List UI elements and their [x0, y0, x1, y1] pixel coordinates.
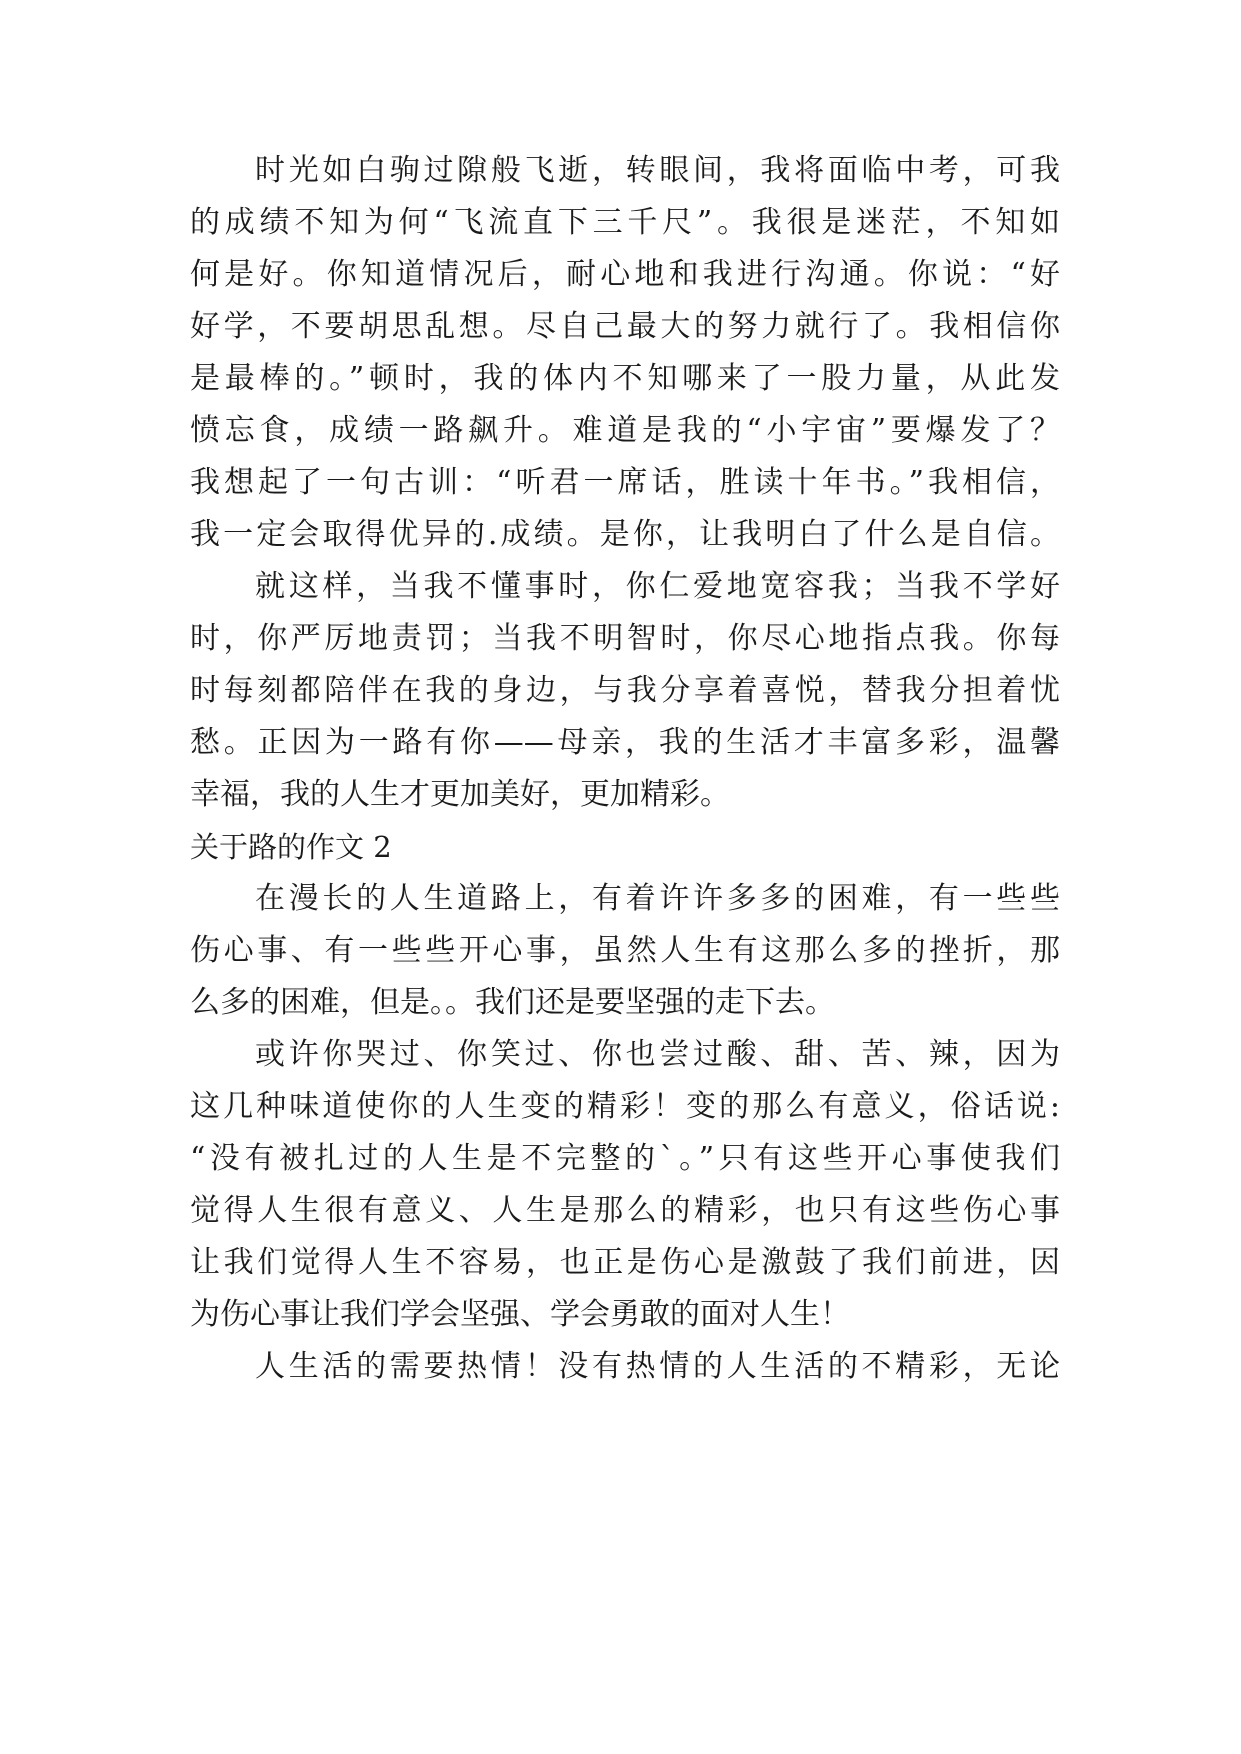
paragraph-line: 愁。正因为一路有你——母亲，我的生活才丰富多彩，温馨 — [190, 725, 1060, 760]
paragraph-line: 的成绩不知为何“飞流直下三千尺”。我很是迷茫，不知如 — [190, 205, 1060, 240]
paragraph-line: 是最棒的。”顿时，我的体内不知哪来了一股力量，从此发 — [190, 361, 1060, 396]
paragraph-line: 伤心事、有一些些开心事，虽然人生有这那么多的挫折，那 — [190, 933, 1060, 968]
paragraph-line: 在漫长的人生道路上，有着许许多多的困难，有一些些 — [255, 881, 1060, 916]
paragraph-line: 么多的困难，但是。。我们还是要坚强的走下去。 — [190, 985, 835, 1020]
paragraph-line: 幸福，我的人生才更加美好，更加精彩。 — [190, 777, 730, 812]
paragraph-line: 或许你哭过、你笑过、你也尝过酸、甜、苦、辣，因为 — [255, 1037, 1060, 1072]
paragraph-line: 愤忘食，成绩一路飙升。难道是我的“小宇宙”要爆发了？ — [190, 413, 1060, 448]
paragraph-line: 这几种味道使你的人生变的精彩！变的那么有意义，俗话说: — [190, 1089, 1060, 1124]
paragraph-line: 何是好。你知道情况后，耐心地和我进行沟通。你说：“好 — [190, 257, 1060, 292]
paragraph-line: 就这样，当我不懂事时，你仁爱地宽容我；当我不学好 — [255, 569, 1060, 604]
paragraph-line: 让我们觉得人生不容易，也正是伤心是激鼓了我们前进，因 — [190, 1245, 1060, 1280]
paragraph-line: 为伤心事让我们学会坚强、学会勇敢的面对人生！ — [190, 1297, 850, 1332]
paragraph-line: 时光如白驹过隙般飞逝，转眼间，我将面临中考，可我 — [255, 153, 1060, 188]
paragraph-line: “没有被扎过的人生是不完整的`。”只有这些开心事使我们 — [190, 1141, 1060, 1176]
paragraph-line: 好学，不要胡思乱想。尽自己最大的努力就行了。我相信你 — [190, 309, 1060, 344]
paragraph-line: 时每刻都陪伴在我的身边，与我分享着喜悦，替我分担着忧 — [190, 673, 1060, 708]
section-heading: 关于路的作文 2 — [190, 830, 392, 864]
paragraph-line: 觉得人生很有意义、人生是那么的精彩，也只有这些伤心事 — [190, 1193, 1060, 1228]
paragraph-line: 我想起了一句古训：“听君一席话，胜读十年书。”我相信， — [190, 465, 1060, 500]
paragraph-line: 人生活的需要热情！没有热情的人生活的不精彩，无论 — [255, 1349, 1060, 1384]
paragraph-line: 时，你严厉地责罚；当我不明智时，你尽心地指点我。你每 — [190, 621, 1060, 656]
paragraph-line: 我一定会取得优异的.成绩。是你，让我明白了什么是自信。 — [190, 517, 1060, 552]
